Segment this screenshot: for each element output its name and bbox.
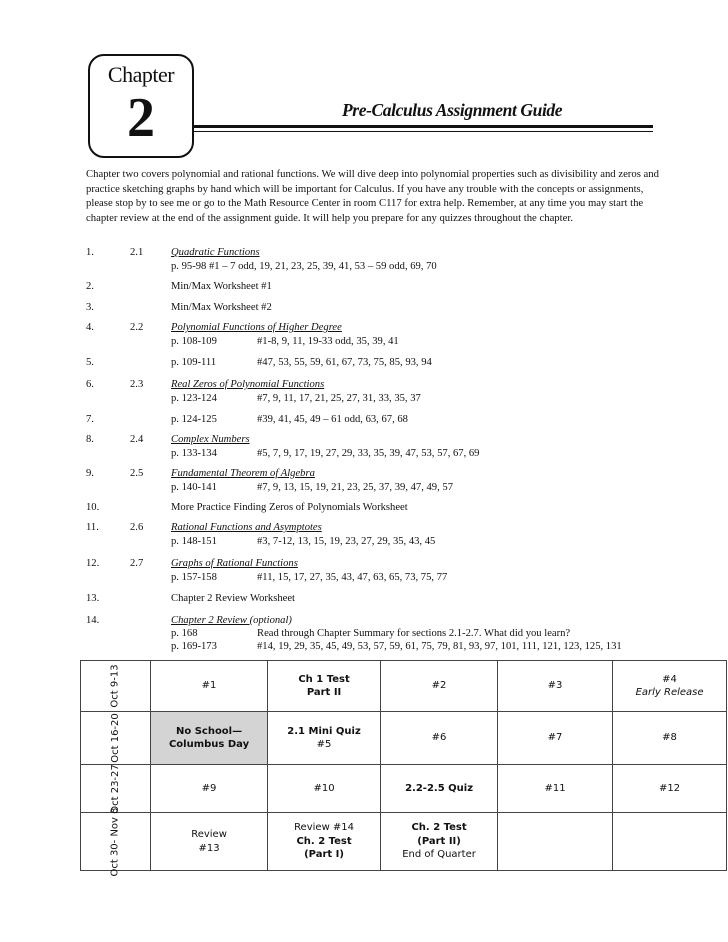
calendar-day [381,813,498,871]
assignment-pages: p. 169-173 [171,641,217,652]
calendar-day [498,661,613,712]
day-text: (Part II) [417,835,461,847]
section-number: 2.6 [130,522,144,533]
calendar-week-row [81,813,727,871]
assignment-text: Chapter 2 Review Worksheet [171,593,295,604]
assignment-pages: p. 168 [171,628,198,639]
calendar-day-holiday [151,712,268,765]
calendar-day [498,712,613,765]
chapter-word: Chapter [107,62,175,87]
week-date: Oct 23-27 [81,765,151,813]
calendar-day [151,661,268,712]
calendar-day-empty [498,813,613,871]
assignment-number: 13. [86,593,100,604]
day-text: 2.2-2.5 Quiz [405,782,474,794]
week-date: Oct 30- Nov 3 [81,813,151,871]
assignment-problems: #47, 53, 55, 59, 61, 67, 73, 75, 85, 93, 94 [257,357,432,368]
week-date: Oct 9-13 [81,661,151,712]
calendar-day [613,765,727,813]
assignment-number: 2. [86,281,94,292]
section-title: Fundamental Theorem of Algebra [171,468,315,479]
assignment-pages: p. 95-98 #1 – 7 odd, 19, 21, 23, 25, 39, 41, 53 – 59 odd, 69, 70 [171,261,437,272]
assignment-number: 7. [86,414,94,425]
day-text: #6 [431,732,447,744]
assignment-problems: #11, 15, 17, 27, 35, 43, 47, 63, 65, 73, 75, 77 [257,572,448,583]
day-text: Review #14 [294,822,355,834]
section-number: 2.2 [130,322,144,333]
assignment-problems: #5, 7, 9, 17, 19, 27, 29, 33, 35, 39, 47, 53, 57, 67, 69 [257,448,480,459]
day-text: #5 [316,739,332,750]
calendar-day [268,813,381,871]
assignment-number: 12. [86,558,100,569]
assignment-pages: p. 109-111 [171,357,217,368]
assignment-number: 14. [86,615,100,626]
assignment-number: 1. [86,247,94,258]
calendar-day [268,712,381,765]
assignment-pages: p. 123-124 [171,393,217,404]
section-title: Polynomial Functions of Higher Degree [171,322,342,333]
assignment-text: Min/Max Worksheet #1 [171,281,272,292]
assignment-number: 11. [86,522,99,533]
title-rule [190,125,653,128]
assignment-pages: p. 140-141 [171,482,217,493]
assignment-number: 9. [86,468,94,479]
day-text: Ch 1 Test [298,673,350,685]
day-text: 2.1 Mini Quiz [287,725,361,737]
assignment-number: 6. [86,379,94,390]
review-title: Chapter 2 Review [171,615,247,626]
day-text: #2 [431,680,447,692]
section-number: 2.1 [130,247,144,258]
section-title [171,614,292,628]
assignment-pages: p. 148-151 [171,536,217,547]
chapter-number: 2 [127,87,155,149]
day-text: Part II [306,687,342,698]
section-title: Quadratic Functions [171,247,260,258]
day-text: #3 [547,680,563,692]
calendar-week-row [81,661,727,712]
calendar-table [80,660,727,877]
assignment-text: More Practice Finding Zeros of Polynomials Worksheet [171,502,408,513]
calendar-day [268,661,381,712]
calendar-day [613,712,727,765]
day-text: #4 [662,673,677,685]
day-text: No School— [175,725,243,737]
calendar-day [151,765,268,813]
section-number: 2.5 [130,468,144,479]
day-text: (Part I) [304,849,344,861]
intro-paragraph: Chapter two covers polynomial and rational functions. We will dive deep into polynomial properties such as divisibility and zeros and practice sketching graphs by hand which will be important for Calculus. If you have any trouble with the concepts or assignments, please stop by to see me or go to the Math Resource Center in room C117 for extra help. Remember, at any time you may start the chapter review at the end of the assignment guide. It will help you prepare for any quizzes throughout the chapter. [86,168,659,224]
day-text: #13 [198,842,220,854]
assignment-number: 4. [86,322,94,333]
assignment-number: 10. [86,502,100,513]
day-text: Ch. 2 Test [411,822,467,834]
calendar-day [151,813,268,871]
day-text: Review [191,829,227,840]
calendar-day [498,765,613,813]
assignment-problems: #1-8, 9, 11, 19-33 odd, 35, 39, 41 [257,336,399,347]
day-text: #10 [313,782,335,794]
assignment-problems: #7, 9, 11, 17, 21, 25, 27, 31, 33, 35, 37 [257,393,421,404]
day-text: #8 [662,732,677,744]
section-number: 2.7 [130,558,144,569]
assignment-problems: #39, 41, 45, 49 – 61 odd, 63, 67, 68 [257,414,408,425]
day-text: Early Release [635,687,704,698]
day-text: #9 [201,782,217,794]
day-text: Columbus Day [168,739,250,750]
section-title: Real Zeros of Polynomial Functions [171,379,325,390]
assignment-number: 8. [86,434,94,445]
assignment-pages: p. 124-125 [171,414,217,425]
day-text: Ch. 2 Test [296,835,352,847]
assignment-text: Min/Max Worksheet #2 [171,302,272,313]
calendar-day [381,661,498,712]
calendar-week-row [81,765,727,813]
section-title: Graphs of Rational Functions [171,558,298,569]
calendar-day [381,765,498,813]
section-number: 2.3 [130,379,144,390]
day-text: #1 [201,680,217,692]
week-date: Oct 16-20 [81,712,151,765]
assignment-number: 5. [86,357,94,368]
assignment-problems: #3, 7-12, 13, 15, 19, 23, 27, 29, 35, 43, 45 [257,536,436,547]
assignment-problems: #7, 9, 13, 15, 19, 21, 23, 25, 37, 39, 47, 49, 57 [257,482,453,493]
calendar-day [381,712,498,765]
section-title: Rational Functions and Asymptotes [171,522,322,533]
day-text: End of Quarter [402,849,476,861]
assignment-pages: p. 133-134 [171,448,217,459]
page-title: Pre-Calculus Assignment Guide [342,100,563,120]
day-text: #7 [547,732,563,744]
section-title: Complex Numbers [171,434,250,445]
calendar-day [268,765,381,813]
calendar-day [613,661,727,712]
assignment-number: 3. [86,302,94,313]
assignment-pages: p. 108-109 [171,336,217,347]
day-text: #12 [658,782,681,794]
assignment-pages: p. 157-158 [171,572,217,583]
day-text: #11 [544,782,566,794]
section-number: 2.4 [130,434,144,445]
assignment-problems: Read through Chapter Summary for sections 2.1-2.7. What did you learn? [257,628,571,639]
title-rule-thin [190,131,653,132]
assignment-problems: #14, 19, 29, 35, 45, 49, 53, 57, 59, 61, 75, 79, 81, 93, 97, 101, 111, 121, 123, 125, 131 [257,641,622,652]
calendar-week-row [81,712,727,765]
chapter-badge [88,54,194,158]
calendar-day-empty [613,813,727,871]
review-optional-note: (optional) [249,615,292,626]
